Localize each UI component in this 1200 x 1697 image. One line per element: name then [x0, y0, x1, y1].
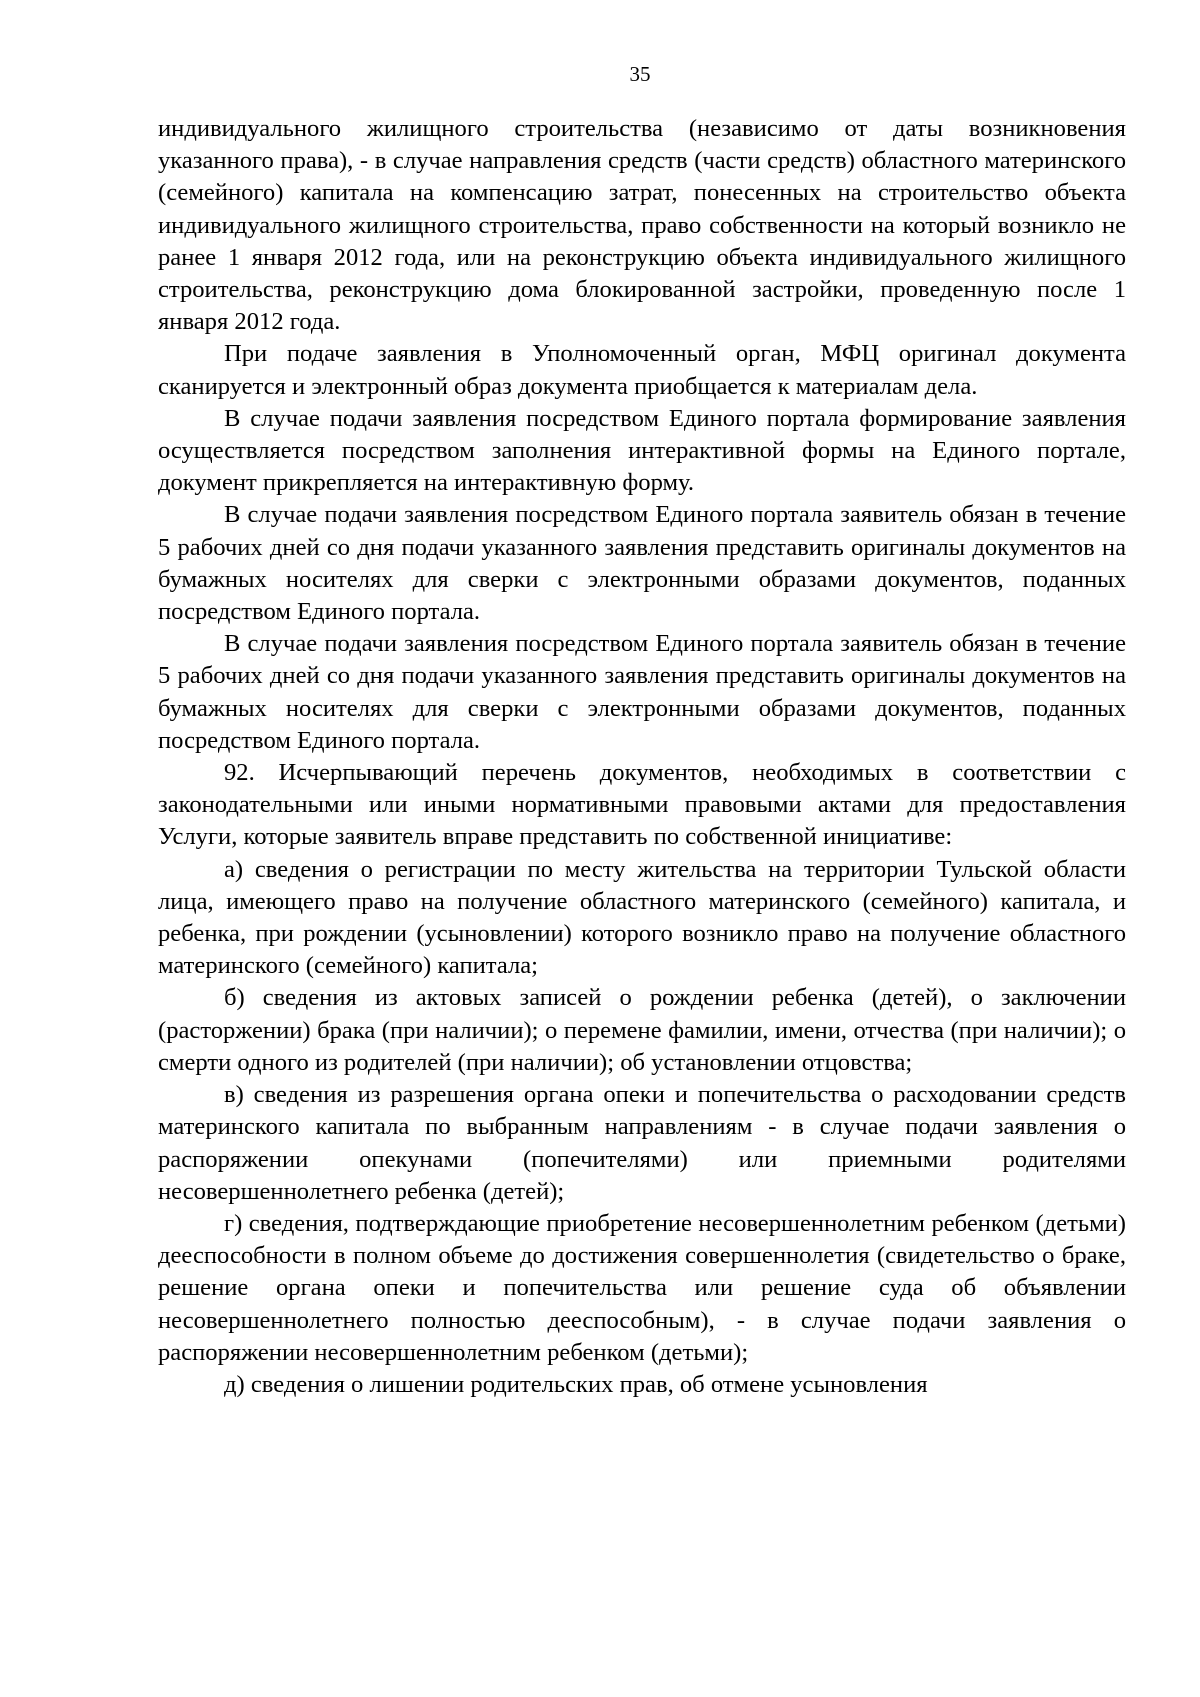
- list-item-b: б) сведения из актовых записей о рождении ребенка (детей), о заключении (расторжении) брака (при наличии); о перемене фамилии, имени, отчества (при наличии); о смерти одного из родителей (при наличии); об установлении отцовства;: [158, 984, 1126, 1076]
- document-body: [158, 113, 1126, 1401]
- paragraph-mfc-submission: При подаче заявления в Уполномоченный орган, МФЦ оригинал документа сканируется и электронный образ документа приобщается к материалам дела.: [158, 340, 1126, 400]
- paragraph-portal-originals-repeat: В случае подачи заявления посредством Единого портала заявитель обязан в течение 5 рабочих дней со дня подачи указанного заявления представить оригиналы документов на бумажных носителях для сверки с электронными образами документов, поданных посредством Единого портала.: [158, 630, 1126, 754]
- paragraph-item-92: 92. Исчерпывающий перечень документов, необходимых в соответствии с законодательными или иными нормативными правовыми актами для предоставления Услуги, которые заявитель вправе представить по собственной инициативе:: [158, 759, 1126, 851]
- list-item-d: д) сведения о лишении родительских прав, об отмене усыновления: [224, 1370, 928, 1398]
- list-item-a: а) сведения о регистрации по месту жительства на территории Тульской области лица, имеющего право на получение областного материнского (семейного) капитала, и ребенка, при рождении (усыновлении) которого возникло право на получение областного материнского (семейного) капитала;: [158, 855, 1126, 980]
- page-number: 35: [629, 62, 651, 86]
- paragraph-portal-originals: В случае подачи заявления посредством Единого портала заявитель обязан в течение 5 рабочих дней со дня подачи указанного заявления представить оригиналы документов на бумажных носителях для сверки с электронными образами документов, поданных посредством Единого портала.: [158, 501, 1126, 626]
- paragraph-continuation: индивидуального жилищного строительства (независимо от даты возникновения указанного права), - в случае направления средств (части средств) областного материнского (семейного) капитала на компенсацию затрат, понесенных на строительство объекта индивидуального жилищного строительства, право собственности на который возникло не ранее 1 января 2012 года, или на реконструкцию объекта индивидуального жилищного строительства, реконструкцию дома блокированной застройки, проведенную после 1 января 2012 года.: [158, 115, 1126, 336]
- list-item-g: г) сведения, подтверждающие приобретение несовершеннолетним ребенком (детьми) дееспособности в полном объеме до достижения совершеннолетия (свидетельство о браке, решение органа опеки и попечительства или решение суда об объявлении несовершеннолетнего полностью дееспособным), - в случае подачи заявления о распоряжении несовершеннолетним ребенком (детьми);: [158, 1209, 1126, 1366]
- paragraph-portal-form: В случае подачи заявления посредством Единого портала формирование заявления осуществляется посредством заполнения интерактивной формы на Единого портале, документ прикрепляется на интерактивную форму.: [158, 404, 1126, 497]
- list-item-v: в) сведения из разрешения органа опеки и попечительства о расходовании средств материнского капитала по выбранным направлениям - в случае подачи заявления о распоряжении опекунами (попечителями) или приемными родителями несовершеннолетнего ребенка (детей);: [158, 1081, 1126, 1205]
